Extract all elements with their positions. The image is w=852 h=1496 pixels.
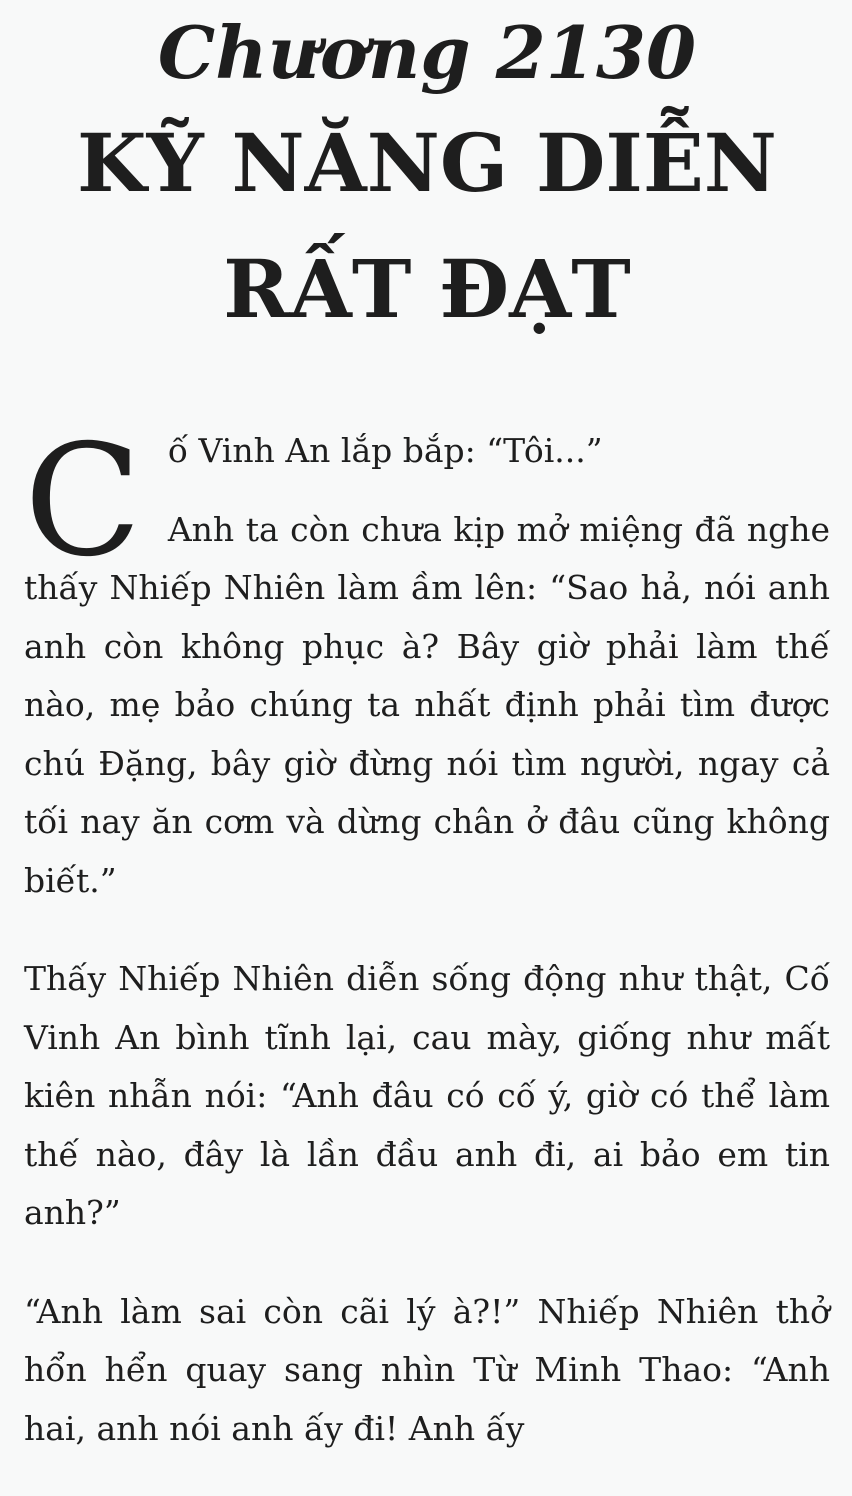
paragraph-1-text: ố Vinh An lắp bắp: “Tôi...” [167, 431, 603, 470]
drop-cap: C [24, 412, 142, 591]
paragraph-4: “Anh làm sai còn cãi lý à?!” Nhiếp Nhiên thở hổn hển quay sang nhìn Từ Minh Thao: “Anh hai, anh nói anh ấy đi! Anh ấy [24, 1291, 830, 1448]
paragraph-1 [24, 412, 830, 591]
chapter-number: Chương 2130 [157, 10, 697, 95]
paragraph-2: Anh ta còn chưa kịp mở miệng đã nghe thấy Nhiếp Nhiên làm ầm lên: “Sao hả, nói anh anh còn không phục à? Bây giờ phải làm thế nào, mẹ bảo chúng ta nhất định phải tìm được chú Đặng, bây giờ đừng nói tìm người, ngay cả tối nay ăn cơm và dừng chân ở đâu cũng không biết.” [24, 509, 830, 900]
chapter-title: KỸ NĂNG DIỄN RẤT ĐẠT [77, 116, 777, 336]
paragraph-3: Thấy Nhiếp Nhiên diễn sống động như thật, Cố Vinh An bình tĩnh lại, cau mày, giống như mất kiên nhẫn nói: “Anh đâu có cố ý, giờ có thể làm thế nào, đây là lần đầu anh đi, ai bảo em tin anh?” [24, 959, 830, 1232]
chapter-body [24, 412, 830, 1458]
